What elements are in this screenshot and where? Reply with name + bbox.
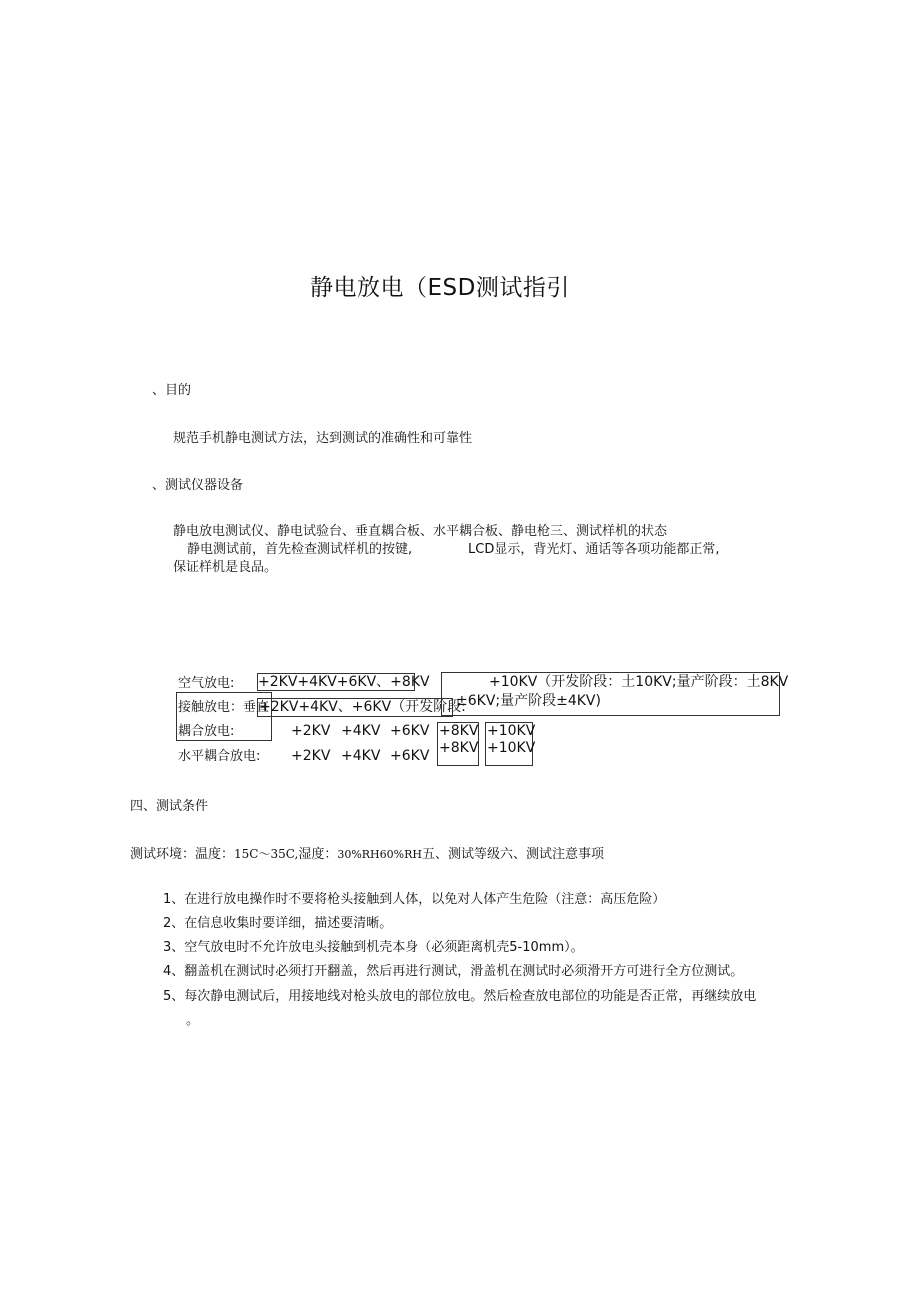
page-title: 静电放电（ESD测试指引 bbox=[310, 275, 570, 301]
box-8kv-line1: +8KV bbox=[439, 723, 479, 739]
equipment-list: 静电放电测试仪、静电试验台、垂直耦合板、水平耦合板、静电枪三、测试样机的状态 bbox=[173, 524, 668, 539]
section-conditions-heading: 四、测试条件 bbox=[130, 799, 209, 814]
air-note-line2: ±6KV;量产阶段±4KV) bbox=[456, 693, 601, 709]
horizontal-value-6kv: +6KV bbox=[390, 748, 430, 764]
env-humidity-label: 湿度： bbox=[298, 847, 338, 862]
section-purpose-heading: 、目的 bbox=[152, 383, 192, 398]
note-item-1: 1、在进行放电操作时不要将枪头接触到人体，以免对人体产生危险（注意：高压危险） bbox=[163, 892, 666, 907]
coupling-value-4kv: +4KV bbox=[341, 723, 381, 739]
env-temperature: 15C～35C, bbox=[234, 847, 299, 861]
contact-discharge-values: +2KV+4KV、+6KV（开发阶段: bbox=[259, 699, 466, 715]
env-prefix: 测试环境：温度： bbox=[130, 847, 235, 862]
env-rest: 五、测试等级六、测试注意事项 bbox=[421, 847, 604, 862]
section-equipment-heading: 、测试仪器设备 bbox=[152, 478, 244, 493]
sample-check-text-c: 保证样机是良品。 bbox=[173, 560, 278, 575]
coupling-value-2kv: +2KV bbox=[291, 723, 331, 739]
note-item-5-tail: 。 bbox=[186, 1013, 200, 1028]
box-8kv-line2: +8KV bbox=[439, 740, 479, 756]
horizontal-value-4kv: +4KV bbox=[341, 748, 381, 764]
coupling-discharge-label: 耦合放电: bbox=[178, 724, 235, 739]
sample-check-text-b: LCD显示，背光灯、通话等各项功能都正常, bbox=[468, 542, 720, 557]
note-item-4: 4、翻盖机在测试时必须打开翻盖，然后再进行测试，滑盖机在测试时必须滑开方可进行全方位测试。 bbox=[163, 964, 744, 979]
note-item-2: 2、在信息收集时要详细，描述要清晰。 bbox=[163, 916, 393, 931]
box-10kv-line2: +10KV bbox=[487, 740, 536, 756]
section-purpose-body: 规范手机静电测试方法，达到测试的准确性和可靠性 bbox=[173, 431, 473, 446]
air-discharge-values: +2KV+4KV+6KV、+8KV bbox=[258, 674, 430, 690]
test-environment-line bbox=[130, 846, 604, 863]
coupling-value-6kv: +6KV bbox=[390, 723, 430, 739]
sample-check-text-a: 静电测试前，首先检查测试样机的按键, bbox=[187, 542, 413, 557]
horizontal-coupling-label: 水平耦合放电: bbox=[178, 749, 261, 764]
horizontal-value-2kv: +2KV bbox=[291, 748, 331, 764]
note-item-5: 5、每次静电测试后，用接地线对枪头放电的部位放电。然后检查放电部位的功能是否正常，再继续放电 bbox=[163, 989, 757, 1004]
air-discharge-label: 空气放电: bbox=[178, 676, 235, 691]
box-10kv-line1: +10KV bbox=[487, 723, 536, 739]
contact-discharge-label: 接触放电：垂直 bbox=[178, 700, 270, 715]
note-item-3: 3、空气放电时不允许放电头接触到机壳本身（必须距离机壳5-10mm）。 bbox=[163, 940, 584, 955]
env-humidity: 30%RH60%RH bbox=[337, 848, 422, 861]
air-note-line1: +10KV（开发阶段：土10KV;量产阶段：土8KV bbox=[489, 674, 789, 690]
